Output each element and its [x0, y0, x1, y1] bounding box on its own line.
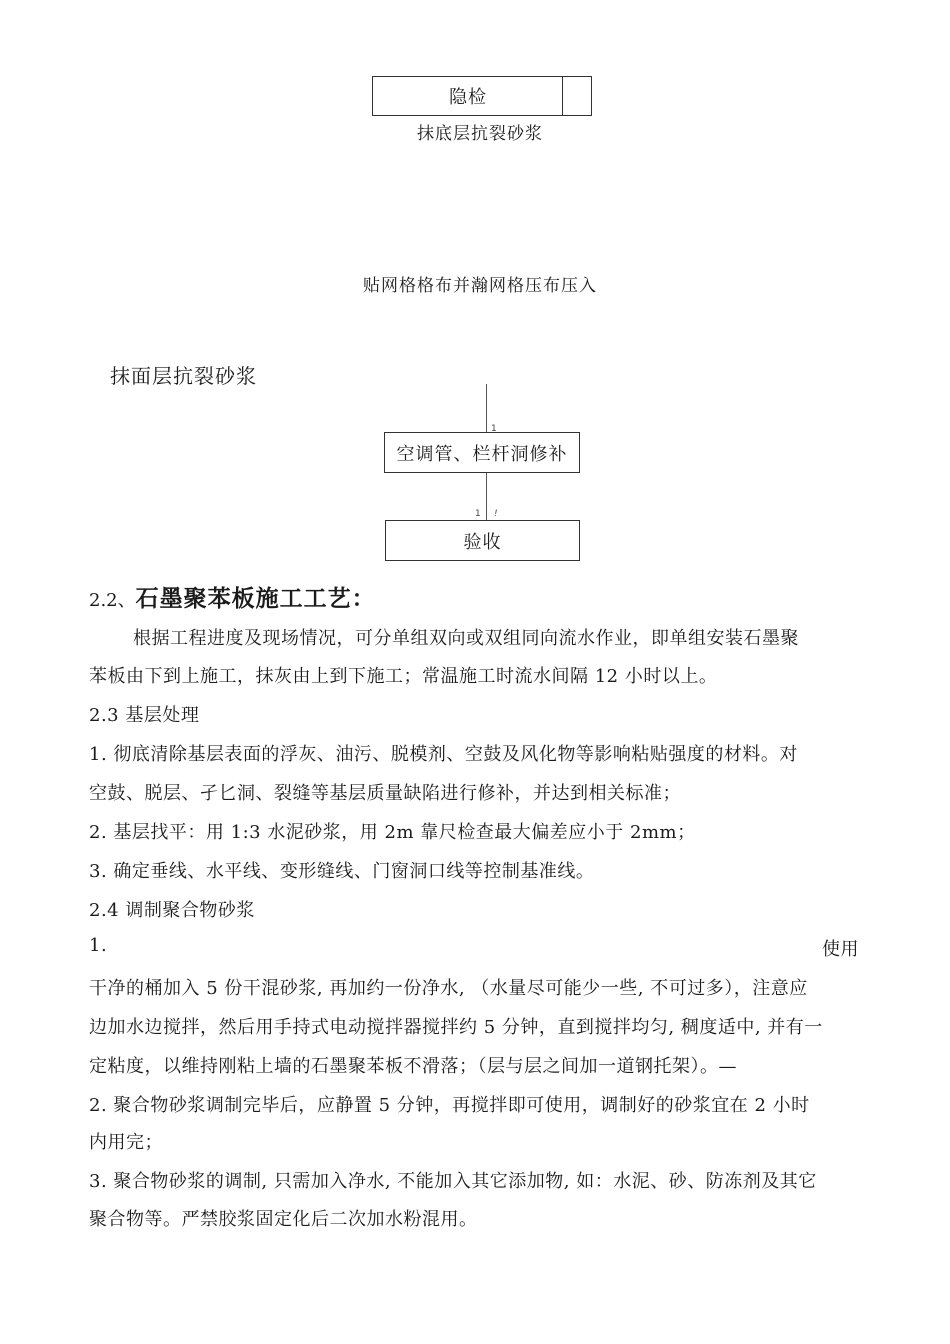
tick-mark-2a: 1 — [475, 509, 481, 519]
section-2-4-item1-line2: 边加水边搅拌，然后用手持式电动搅拌器搅拌约 5 分钟，直到搅拌均匀, 稠度适中, 并有一 — [89, 1017, 823, 1038]
tick-mark-1: 1 — [491, 424, 497, 434]
section-2-2-heading — [89, 580, 376, 613]
acceptance-box — [385, 520, 580, 561]
hidden-check-box — [372, 76, 592, 116]
section-2-3-item2: 2. 基层找平：用 1:3 水泥砂浆，用 2m 靠尺检查最大偏差应小于 2mm； — [89, 822, 696, 843]
section-2-4-item1-lead: 使用 — [822, 939, 859, 960]
section-2-4-item1-line1: 干净的桶加入 5 份干混砂浆, 再加约一份净水, （水量尽可能少一些, 不可过多），注意应 — [89, 978, 808, 999]
repair-box — [384, 432, 580, 473]
mesh-label: 贴网格格布并瀚网格压布压入 — [363, 276, 597, 296]
hidden-check-label: 隐检 — [449, 87, 487, 108]
section-2-2-para-line2: 苯板由下到上施工，抹灰由上到下施工；常温施工时流水间隔 12 小时以上。 — [89, 666, 718, 687]
section-2-4-heading: 2.4 调制聚合物砂浆 — [89, 900, 255, 921]
section-2-4-item1-number: 1. — [89, 935, 108, 956]
section-2-2-para-line1: 根据工程进度及现场情况，可分单组双向或双组同向流水作业，即单组安装石墨聚 — [133, 628, 799, 649]
section-2-4-item2-line2: 内用完； — [89, 1132, 163, 1153]
connector-line-1 — [486, 384, 487, 432]
section-2-4-item2-line1: 2. 聚合物砂浆调制完毕后，应静置 5 分钟，再搅拌即可使用，调制好的砂浆宜在 2 小时 — [89, 1095, 810, 1116]
surface-mortar-label: 抹面层抗裂砂浆 — [110, 364, 257, 388]
section-2-3-item1-line1: 1. 彻底清除基层表面的浮灰、油污、脱模剂、空鼓及风化物等影响粘贴强度的材料。对 — [89, 744, 798, 765]
section-2-3-item1-line2: 空鼓、脱层、孑匕洞、裂缝等基层质量缺陷进行修补，并达到相关标准； — [89, 783, 681, 804]
hidden-check-divider — [562, 77, 563, 115]
acceptance-label: 验收 — [463, 531, 502, 553]
section-2-2-title: 石墨聚苯板施工工艺： — [135, 585, 376, 612]
section-2-3-item3: 3. 确定垂线、水平线、变形缝线、门窗洞口线等控制基准线。 — [89, 861, 595, 882]
connector-line-2 — [486, 473, 487, 520]
repair-label: 空调管、栏杆洞修补 — [396, 443, 568, 465]
section-2-2-number: 2.2、 — [89, 590, 136, 611]
section-2-3-heading: 2.3 基层处理 — [89, 705, 200, 726]
tick-mark-2b: ! — [494, 509, 498, 519]
section-2-4-item1-line3: 定粘度，以维持刚粘上墙的石墨聚苯板不滑落；（层与层之间加一道钢托架）。— — [89, 1056, 737, 1077]
section-2-4-item3-line1: 3. 聚合物砂浆的调制, 只需加入净水, 不能加入其它添加物, 如：水泥、砂、防冻剂及其它 — [89, 1171, 817, 1192]
base-mortar-label: 抹底层抗裂砂浆 — [417, 124, 543, 144]
section-2-4-item3-line2: 聚合物等。严禁胶浆固定化后二次加水粉混用。 — [89, 1209, 478, 1230]
